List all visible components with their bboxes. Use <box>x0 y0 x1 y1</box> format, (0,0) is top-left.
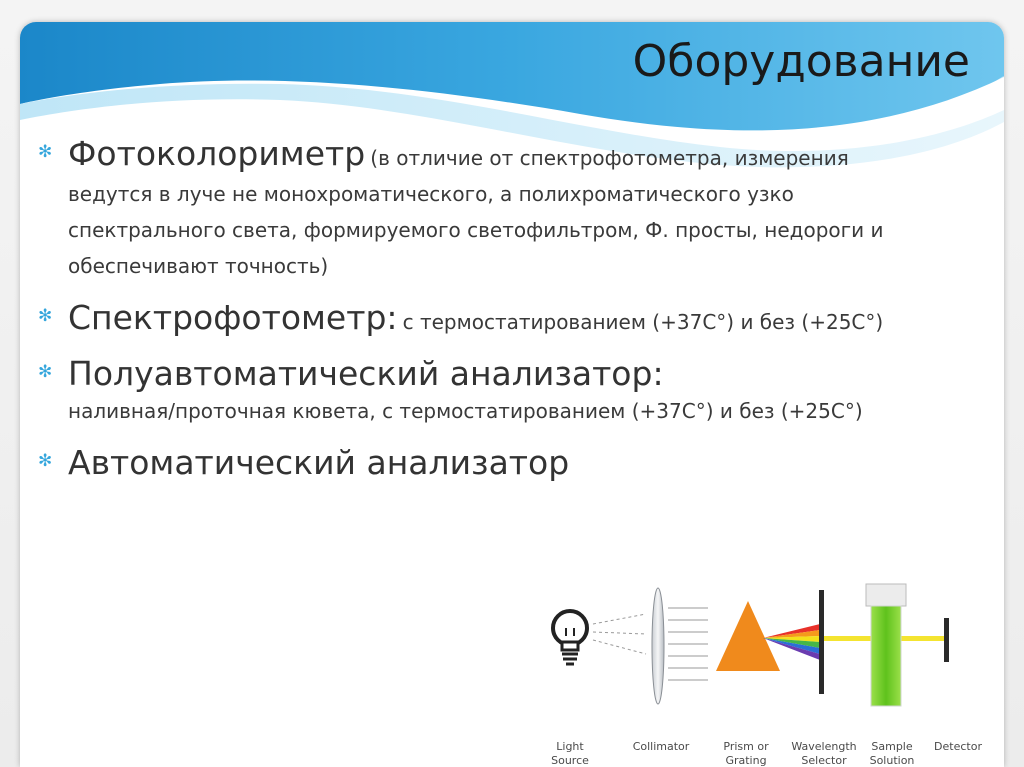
label-wavelength-selector: Wavelength Selector <box>791 740 857 767</box>
bullet-heading: Автоматический анализатор <box>68 443 570 482</box>
diverging-rays <box>593 614 646 654</box>
bullet-heading: Фотоколориметр <box>68 134 366 173</box>
light-bulb-icon <box>553 611 587 664</box>
slide-title: Оборудование <box>632 36 970 87</box>
bullet-item <box>38 354 918 429</box>
asterisk-bullet-icon: ✻ <box>38 451 53 471</box>
detector-plate <box>944 618 949 662</box>
bullet-item <box>38 443 918 482</box>
bullet-text: наливная/проточная кювета, с термостатированием (+37С°) и без (+25С°) <box>68 399 863 423</box>
bullet-text: (в отличие от спектрофотометра, измерения ведутся в луче не монохроматического, а полихроматического узко спектрального света, формируемого светофильтром, Ф. просты, недороги и обеспечивают точность) <box>68 146 884 278</box>
parallel-rays <box>668 608 708 680</box>
label-detector: Detector <box>934 740 982 753</box>
slide-card <box>20 22 1004 767</box>
optical-path-illustration <box>538 576 998 726</box>
asterisk-bullet-icon: ✻ <box>38 306 53 326</box>
label-sample-solution: Sample Solution <box>869 740 915 767</box>
label-light-source: Light Source <box>551 740 589 767</box>
label-prism-or-grating: Prism or Grating <box>723 740 769 767</box>
asterisk-bullet-icon: ✻ <box>38 362 53 382</box>
sample-cuvette-icon <box>866 584 906 706</box>
bullet-heading: Полуавтоматический анализатор: <box>68 354 664 393</box>
spectrophotometer-diagram <box>538 576 998 767</box>
bullet-item <box>38 134 918 284</box>
bullet-list <box>38 134 918 496</box>
prism-triangle <box>716 601 780 671</box>
label-collimator: Collimator <box>632 740 690 753</box>
asterisk-bullet-icon: ✻ <box>38 142 53 162</box>
bullet-heading: Спектрофотометр: <box>68 298 398 337</box>
bullet-item <box>38 298 918 340</box>
bullet-text: с термостатированием (+37С°) и без (+25С°) <box>402 310 884 334</box>
collimator-lens <box>652 588 664 704</box>
wavelength-selector-slit <box>819 590 824 694</box>
